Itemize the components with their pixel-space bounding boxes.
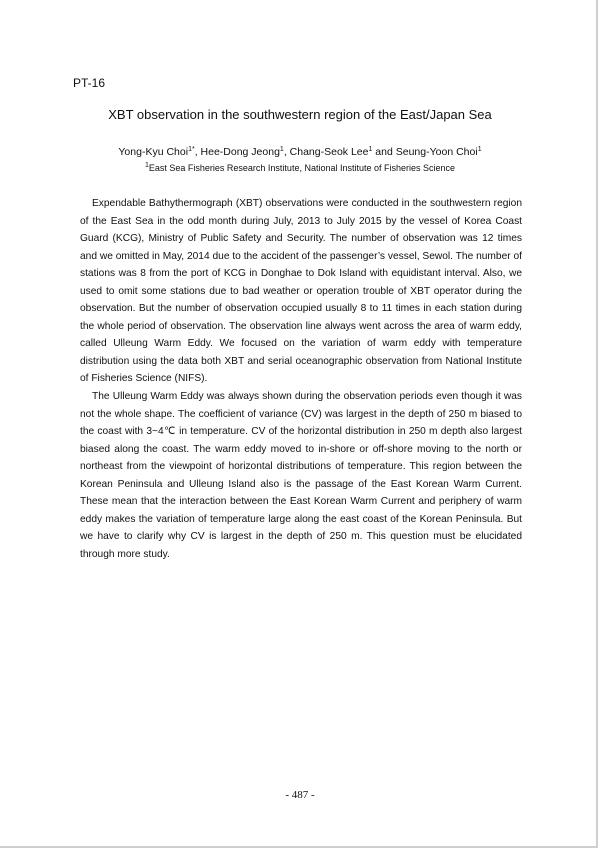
affiliation-text: East Sea Fisheries Research Institute, National Institute of Fisheries Science [148,163,456,173]
author-separator: and [372,146,396,158]
author-name: Yong-Kyu Choi [118,146,189,158]
author [201,146,290,158]
author-affiliation-mark: 1* [188,146,195,153]
author-affiliation-mark: 1 [279,146,284,153]
affiliation-mark: 1 [144,162,149,169]
author [396,146,482,158]
abstract-paragraph: Expendable Bathythermograph (XBT) observations were conducted in the southwestern region of the East Sea in the odd month during July, 2013 to July 2015 by the vessel of Korea Coast Guard (KCG), Ministry of Public Safety and Security. The number of observation was 12 times and we omitted in May, 2014 due to the accident of the passenger’s vessel, Sewol. The number of stations was 8 from the port of KCG in Donghae to Dok Island with equidistant interval. Also, we used to omit some stations due to bad weather or operation trouble of XBT operator during the observation. But the number of observation occupied usually 8 to 11 times in each station during the whole period of observation. The observation line always went across the area of warm eddy, called Ulleung Warm Eddy. We focused on the variation of warm eddy with temperature distribution using the data both XBT and serial oceanographic observation from National Institute of Fisheries Science (NIFS). [80,198,522,385]
session-code: PT-16 [73,76,106,90]
abstract-body [80,195,522,563]
author-name: Hee-Dong Jeong [200,146,280,158]
author [290,146,396,158]
author-affiliation-mark: 1 [477,146,482,153]
author-separator: , [194,146,201,158]
page-number: - 487 - [285,789,315,801]
author-list [0,146,600,158]
author [118,146,200,158]
author-name: Chang-Seok Lee [289,146,369,158]
author-affiliation-mark: 1 [368,146,373,153]
author-separator: , [283,146,290,158]
author-name: Seung-Yoon Choi [395,146,478,158]
paper-title: XBT observation in the southwestern region of the East/Japan Sea [108,107,492,122]
abstract-paragraph: The Ulleung Warm Eddy was always shown during the observation periods even though it was not the whole shape. The coefficient of variance (CV) was largest in the depth of 250 m biased to the coast with 3~4℃ in temperature. CV of the horizontal distribution in 250 m depth also largest biased along the coast. The warm eddy moved to in-shore or off-shore moving to the north or northeast from the viewpoint of horizontal distributions of temperature. This region between the Korean Peninsula and Ulleung Island also is the passage of the East Korean Warm Current. These mean that the interaction between the East Korean Warm Current and periphery of warm eddy makes the variation of temperature large along the east coast of the Korean Peninsula. But we have to clarify why CV is largest in the depth of 250 m. This question must be elucidated through more study. [80,391,522,560]
affiliation [0,163,600,173]
